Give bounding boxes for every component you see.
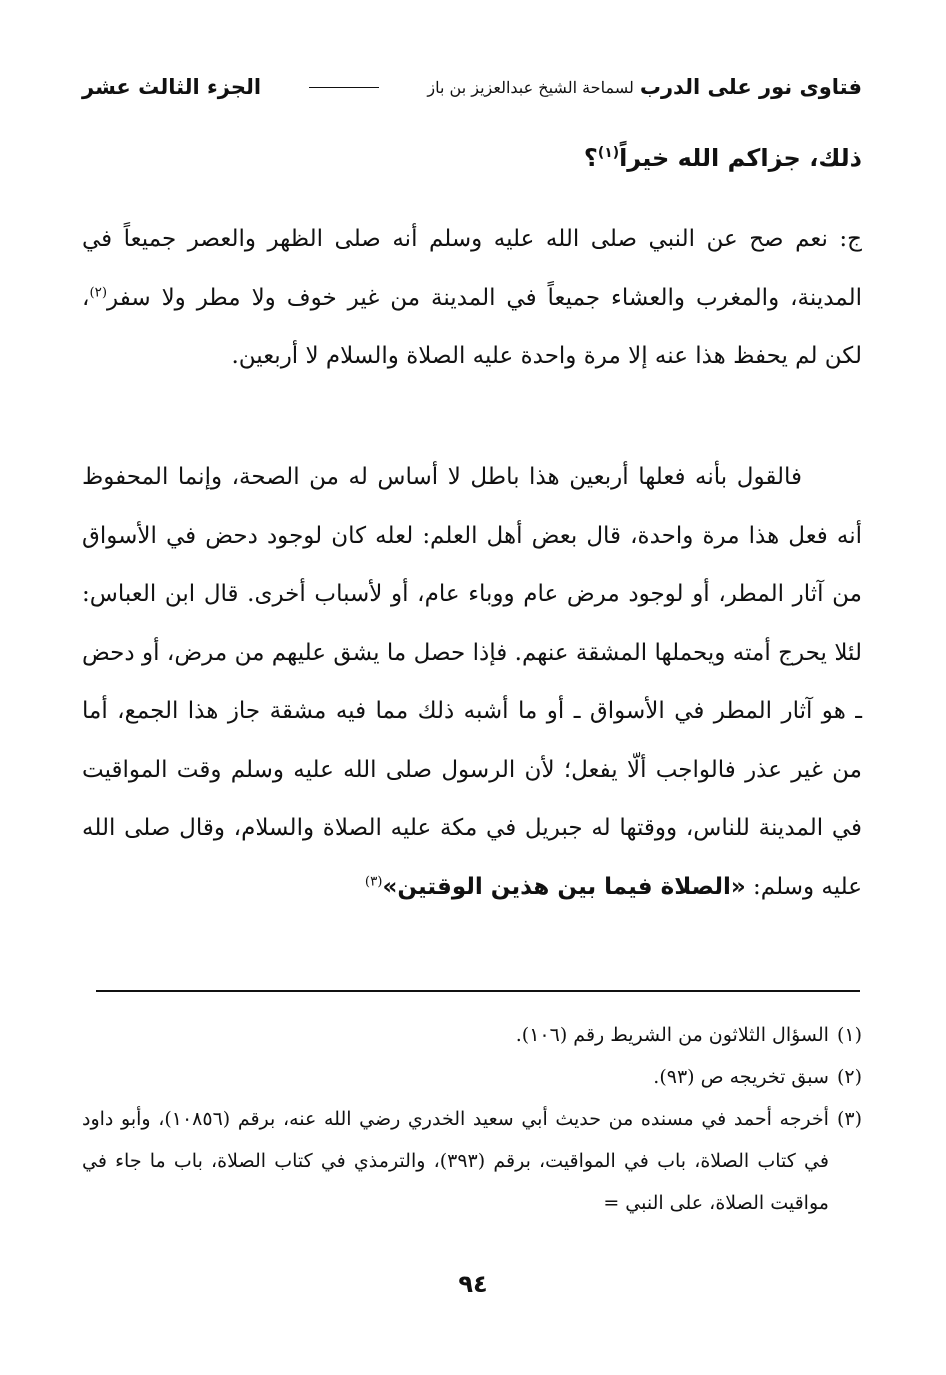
volume-label: الجزء الثالث عشر xyxy=(82,75,262,99)
page-number: ٩٤ xyxy=(458,1270,488,1298)
header-divider xyxy=(309,87,379,88)
author-name: لسماحة الشيخ عبدالعزيز بن باز xyxy=(427,77,634,97)
footnote-text: السؤال الثلاثون من الشريط رقم (١٠٦). xyxy=(515,1024,829,1046)
hadith-quote: «الصلاة فيما بين هذين الوقتين» xyxy=(382,873,746,900)
footnote-item xyxy=(82,1056,862,1098)
footnote-separator xyxy=(96,990,860,992)
header-title-group xyxy=(427,75,862,99)
running-header xyxy=(82,70,862,104)
footnote-number: (٣) xyxy=(836,1108,862,1130)
answer-text-part2: ، لكن لم يحفظ هذا عنه إلا مرة واحدة عليه الصلاة والسلام لا أربعين. xyxy=(82,284,862,369)
footnote-item xyxy=(82,1098,862,1224)
book-title: فتاوى نور على الدرب xyxy=(639,75,862,99)
answer-text-part1: ج: نعم صح عن النبي صلى الله عليه وسلم أنه صلى الظهر والعصر جميعاً في المدينة، والمغرب والعشاء جميعاً في المدينة من غير خوف ولا مطر ولا سفر xyxy=(82,226,862,311)
footnote-text: سبق تخريجه ص (٩٣). xyxy=(653,1066,829,1088)
footnote-ref-2: (٢) xyxy=(89,284,108,300)
footnote-item xyxy=(82,1014,862,1056)
footnote-number: (١) xyxy=(836,1024,862,1046)
footnote-number: (٢) xyxy=(836,1066,862,1088)
footnotes-section xyxy=(82,1014,862,1224)
question-ending xyxy=(82,136,862,180)
footnote-text: أخرجه أحمد في مسنده من حديث أبي سعيد الخدري رضي الله عنه، برقم (١٠٨٥٦)، وأبو داود في كتاب الصلاة، باب في المواقيت، برقم (٣٩٣)، والترمذي في كتاب الصلاة، باب ما جاء في مواقيت الصلاة، على النبي = xyxy=(82,1108,829,1214)
explanation-paragraph xyxy=(82,448,862,916)
question-text: ذلك، جزاكم الله خيراً xyxy=(619,144,862,172)
answer-paragraph xyxy=(82,210,862,386)
footnote-ref-3: (٣) xyxy=(364,873,383,889)
explanation-text: فالقول بأنه فعلها أربعين هذا باطل لا أساس له من الصحة، وإنما المحفوظ أنه فعل هذا مرة واحدة، قال بعض أهل العلم: لعله كان لوجود دحض في الأسواق من آثار المطر، أو لوجود مرض عام ووباء عام، أو لأسباب أخرى. قال ابن العباس: لئلا يحرج أمته ويحملها المشقة عنهم. فإذا حصل ما يشق عليهم من مرض، أو دحض ـ هو آثار المطر في الأسواق ـ أو ما أشبه ذلك مما فيه مشقة جاز هذا الجمع، أما من غير عذر فالواجب ألّا يفعل؛ لأن الرسول صلى الله عليه وسلم وقت المواقيت في المدينة للناس، ووقتها له جبريل في مكة عليه الصلاة والسلام، وقال صلى الله عليه وسلم: xyxy=(82,464,862,900)
footnote-ref-1: (١) xyxy=(597,145,620,161)
question-mark: ؟ xyxy=(583,144,598,172)
